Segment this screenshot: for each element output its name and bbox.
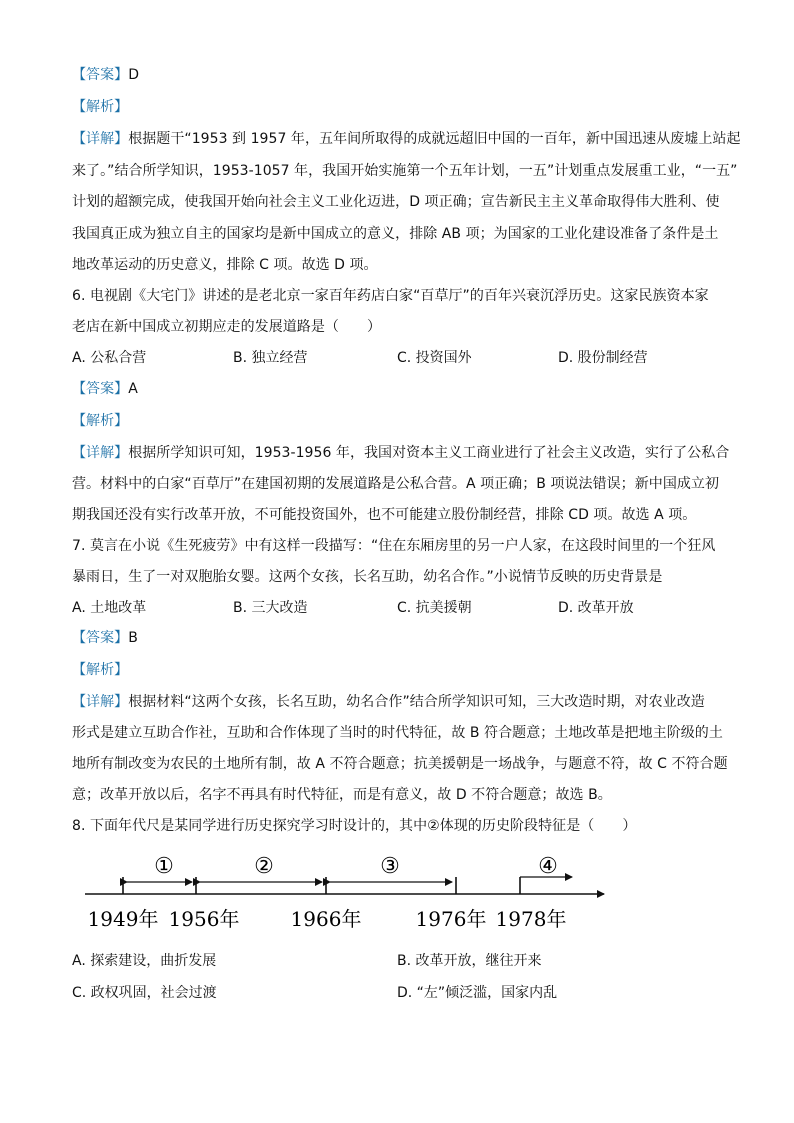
q5-detail-line: 地改革运动的历史意义，排除 C 项。故选 D 项。: [72, 257, 378, 273]
q7-stem-line: 暴雨日，生了一对双胞胎女婴。这两个女孩，长名互助，幼名合作。”小说情节反映的历史背景是: [72, 569, 663, 585]
q8-option-b: B. 改革开放，继往开来: [397, 953, 542, 969]
q7-detail-line: 形式是建立互助合作社，互助和合作体现了当时的时代特征，故 B 符合题意；土地改革是把地主阶级的土: [72, 725, 723, 741]
q6-analysis-heading: 【解析】: [72, 413, 129, 429]
q8-option-d: D. “左”倾泛滥，国家内乱: [397, 985, 558, 1001]
q7-detail-line: 意；改革开放以后，名字不再具有时代特征，而是有意义，故 D 不符合题意；故选 B。: [72, 787, 612, 803]
q5-answer: 【答案】D: [72, 67, 140, 83]
q7-option-c: C. 抗美援朝: [397, 600, 472, 616]
year-label: 1956年: [168, 907, 240, 931]
q8-option-c: C. 政权巩固，社会过渡: [72, 985, 217, 1001]
stage-label: ④: [538, 854, 558, 879]
q8-option-a: A. 探索建设，曲折发展: [72, 953, 217, 969]
q7-option-a: A. 土地改革: [72, 600, 147, 616]
year-label: 1978年: [495, 907, 567, 931]
q6-detail-line: 期我国还没有实行改革开放，不可能投资国外，也不可能建立股份制经营，排除 CD 项。故选 A 项。: [72, 507, 697, 523]
q5-analysis-heading: 【解析】: [72, 99, 129, 115]
q7-answer: 【答案】B: [72, 630, 138, 646]
q7-analysis-heading: 【解析】: [72, 662, 129, 678]
q7-detail-line: 【详解】根据材料“这两个女孩，长名互助，幼名合作”结合所学知识可知，三大改造时期，对农业改造: [72, 694, 705, 710]
year-label: 1966年: [290, 907, 362, 931]
q5-detail-line: 【详解】根据题干“1953 到 1957 年，五年间所取得的成就远超旧中国的一百年，新中国迅速从废墟上站起: [72, 131, 741, 147]
q6-stem-line: 老店在新中国成立初期应走的发展道路是（ ）: [72, 319, 382, 335]
q7-option-d: D. 改革开放: [558, 600, 634, 616]
q6-stem-line: 6. 电视剧《大宅门》讲述的是老北京一家百年药店白家“百草厅”的百年兴衰沉浮历史。这家民族资本家: [72, 288, 709, 304]
q5-detail-line: 来了。”结合所学知识，1953-1057 年，我国开始实施第一个五年计划，一五”计划重点发展重工业，“一五”: [72, 163, 738, 179]
stage-label: ①: [154, 854, 174, 879]
q6-answer: 【答案】A: [72, 381, 138, 397]
q5-detail-line: 计划的超额完成，使我国开始向社会主义工业化迈进，D 项正确；宣告新民主主义革命取得伟大胜利、使: [72, 194, 720, 210]
stage-label: ③: [380, 854, 400, 879]
q6-option-d: D. 股份制经营: [558, 350, 648, 366]
q6-detail-line: 营。材料中的白家“百草厅”在建国初期的发展道路是公私合营。A 项正确；B 项说法错误；新中国成立初: [72, 476, 720, 492]
q6-detail-line: 【详解】根据所学知识可知，1953-1956 年，我国对资本主义工商业进行了社会主义改造，实行了公私合: [72, 445, 730, 461]
q5-detail-line: 我国真正成为独立自主的国家均是新中国成立的意义，排除 AB 项；为国家的工业化建设准备了条件是土: [72, 226, 719, 242]
q6-option-a: A. 公私合营: [72, 350, 147, 366]
year-label: 1976年: [415, 907, 487, 931]
stage-label: ②: [254, 854, 274, 879]
q7-option-b: B. 三大改造: [233, 600, 308, 616]
year-label: 1949年: [87, 907, 159, 931]
q8-stem: 8. 下面年代尺是某同学进行历史探究学习时设计的，其中②体现的历史阶段特征是（ ）: [72, 818, 637, 834]
q6-option-b: B. 独立经营: [233, 350, 308, 366]
q7-stem-line: 7. 莫言在小说《生死疲劳》中有这样一段描写：“住在东厢房里的另一户人家，在这段时间里的一个狂风: [72, 538, 716, 554]
q6-option-c: C. 投资国外: [397, 350, 472, 366]
q7-detail-line: 地所有制改变为农民的土地所有制，故 A 不符合题意；抗美援朝是一场战争，与题意不符，故 C 不符合题: [72, 756, 728, 772]
